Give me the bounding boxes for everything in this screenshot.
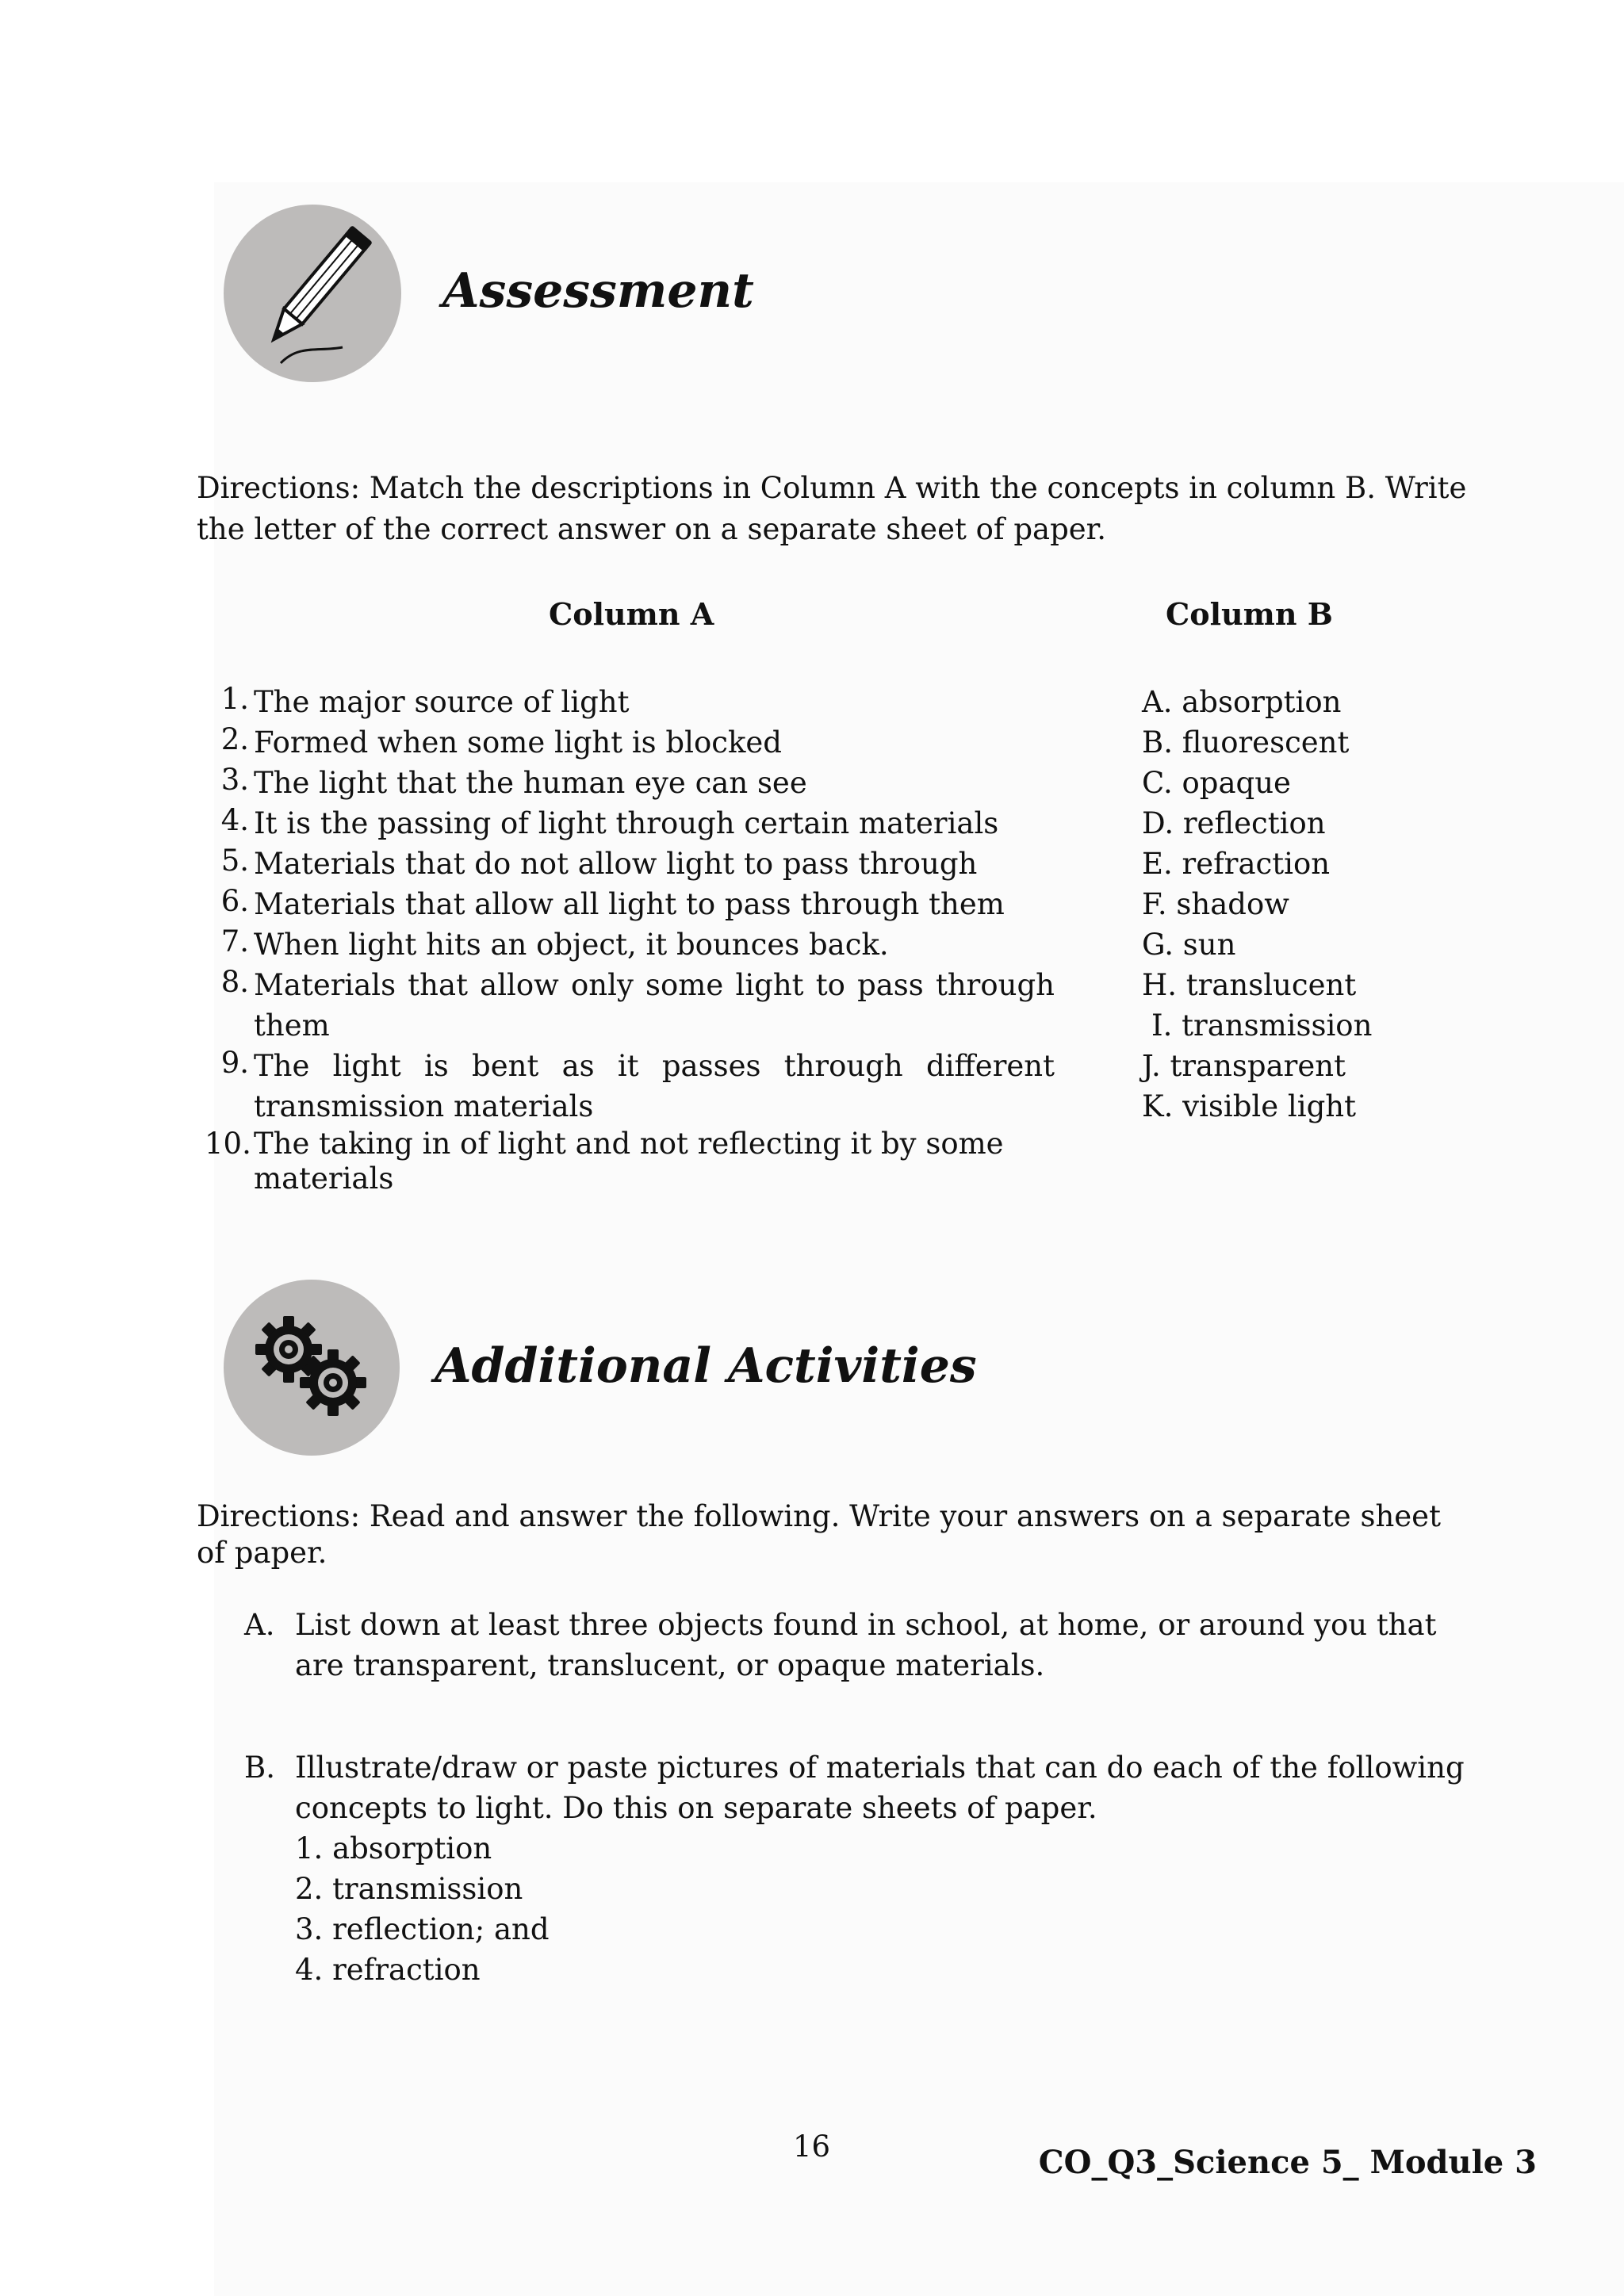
item-number: 2.: [220, 722, 249, 756]
item-number: 9.: [220, 1046, 249, 1080]
sub-item: 1. absorption: [295, 1831, 492, 1866]
column-b-list: [1142, 682, 1372, 1127]
list-item: [197, 722, 1069, 763]
item-text: transmission materials: [254, 1089, 594, 1123]
item-text: them: [254, 1008, 330, 1043]
column-a-list: [197, 682, 1069, 1196]
item-number: 1.: [220, 682, 249, 716]
list-item: [197, 803, 1069, 844]
list-item: [197, 763, 1069, 803]
answer-option: A. absorption: [1142, 685, 1342, 719]
item-number: 10.: [205, 1127, 251, 1161]
directions-line: Directions: Match the descriptions in Column A with the concepts in column B. Write: [197, 471, 1467, 505]
module-code: CO_Q3_Science 5_ Module 3: [1038, 2144, 1537, 2181]
item-number: 4.: [220, 803, 249, 837]
item-text: The taking in of light and not reflecting it by some: [254, 1127, 1004, 1161]
answer-option: J. transparent: [1142, 1049, 1346, 1083]
answer-option: K. visible light: [1142, 1089, 1356, 1123]
item-number: 3.: [220, 763, 249, 797]
sub-item: 2. transmission: [295, 1872, 523, 1906]
answer-option: G. sun: [1142, 928, 1236, 962]
pencil-icon: [224, 205, 401, 382]
item-text: The light is bent as it passes through different: [254, 1049, 1055, 1083]
item-text: Materials that allow only some light to pass through: [254, 968, 1055, 1002]
item-text: are transparent, translucent, or opaque materials.: [295, 1648, 1045, 1682]
list-item: [197, 1046, 1069, 1127]
item-number: 7.: [220, 924, 249, 959]
assessment-directions: [197, 468, 1467, 550]
item-number: 5.: [220, 844, 249, 878]
list-item: [197, 1127, 1069, 1196]
item-text: concepts to light. Do this on separate sheets of paper.: [295, 1791, 1097, 1825]
directions-line: of paper.: [197, 1536, 327, 1570]
item-text: List down at least three objects found in school, at home, or around you that: [295, 1608, 1437, 1642]
assessment-title: Assessment: [442, 263, 754, 319]
item-text: The light that the human eye can see: [254, 766, 807, 800]
directions-line: Directions: Read and answer the following. Write your answers on a separate sheet: [197, 1499, 1441, 1533]
item-text: Materials that do not allow light to pass through: [254, 847, 978, 881]
list-item: [197, 844, 1069, 884]
item-text: The major source of light: [254, 685, 630, 719]
list-item: [197, 682, 1069, 722]
item-text: Formed when some light is blocked: [254, 725, 782, 760]
sub-item: 4. refraction: [295, 1953, 481, 1987]
item-number: 8.: [220, 965, 249, 999]
list-item: [197, 884, 1069, 924]
list-item: [197, 965, 1069, 1046]
item-text: materials: [254, 1161, 394, 1196]
item-text: It is the passing of light through certain materials: [254, 806, 999, 840]
column-b-header: Column B: [1166, 596, 1333, 632]
sub-item: 3. reflection; and: [295, 1912, 550, 1946]
directions-line: the letter of the correct answer on a separate sheet of paper.: [197, 512, 1107, 546]
answer-option: E. refraction: [1142, 847, 1331, 881]
item-letter: A.: [244, 1608, 275, 1642]
list-item: [197, 924, 1069, 965]
answer-option: B. fluorescent: [1142, 725, 1350, 760]
item-text: Illustrate/draw or paste pictures of materials that can do each of the following: [295, 1751, 1465, 1785]
item-text: Materials that allow all light to pass through them: [254, 887, 1005, 921]
answer-option: C. opaque: [1142, 766, 1291, 800]
answer-option: F. shadow: [1142, 887, 1289, 921]
item-number: 6.: [220, 884, 249, 918]
gears-icon: [224, 1280, 400, 1456]
column-a-header: Column A: [549, 596, 714, 632]
additional-activities-title: Additional Activities: [435, 1338, 977, 1394]
answer-option: H. translucent: [1142, 968, 1357, 1002]
page-number: 16: [793, 2130, 831, 2164]
answer-option: D. reflection: [1142, 806, 1326, 840]
answer-option: I. transmission: [1151, 1008, 1373, 1043]
activities-directions: [197, 1498, 1441, 1571]
item-text: When light hits an object, it bounces back.: [254, 928, 889, 962]
item-letter: B.: [244, 1751, 275, 1785]
